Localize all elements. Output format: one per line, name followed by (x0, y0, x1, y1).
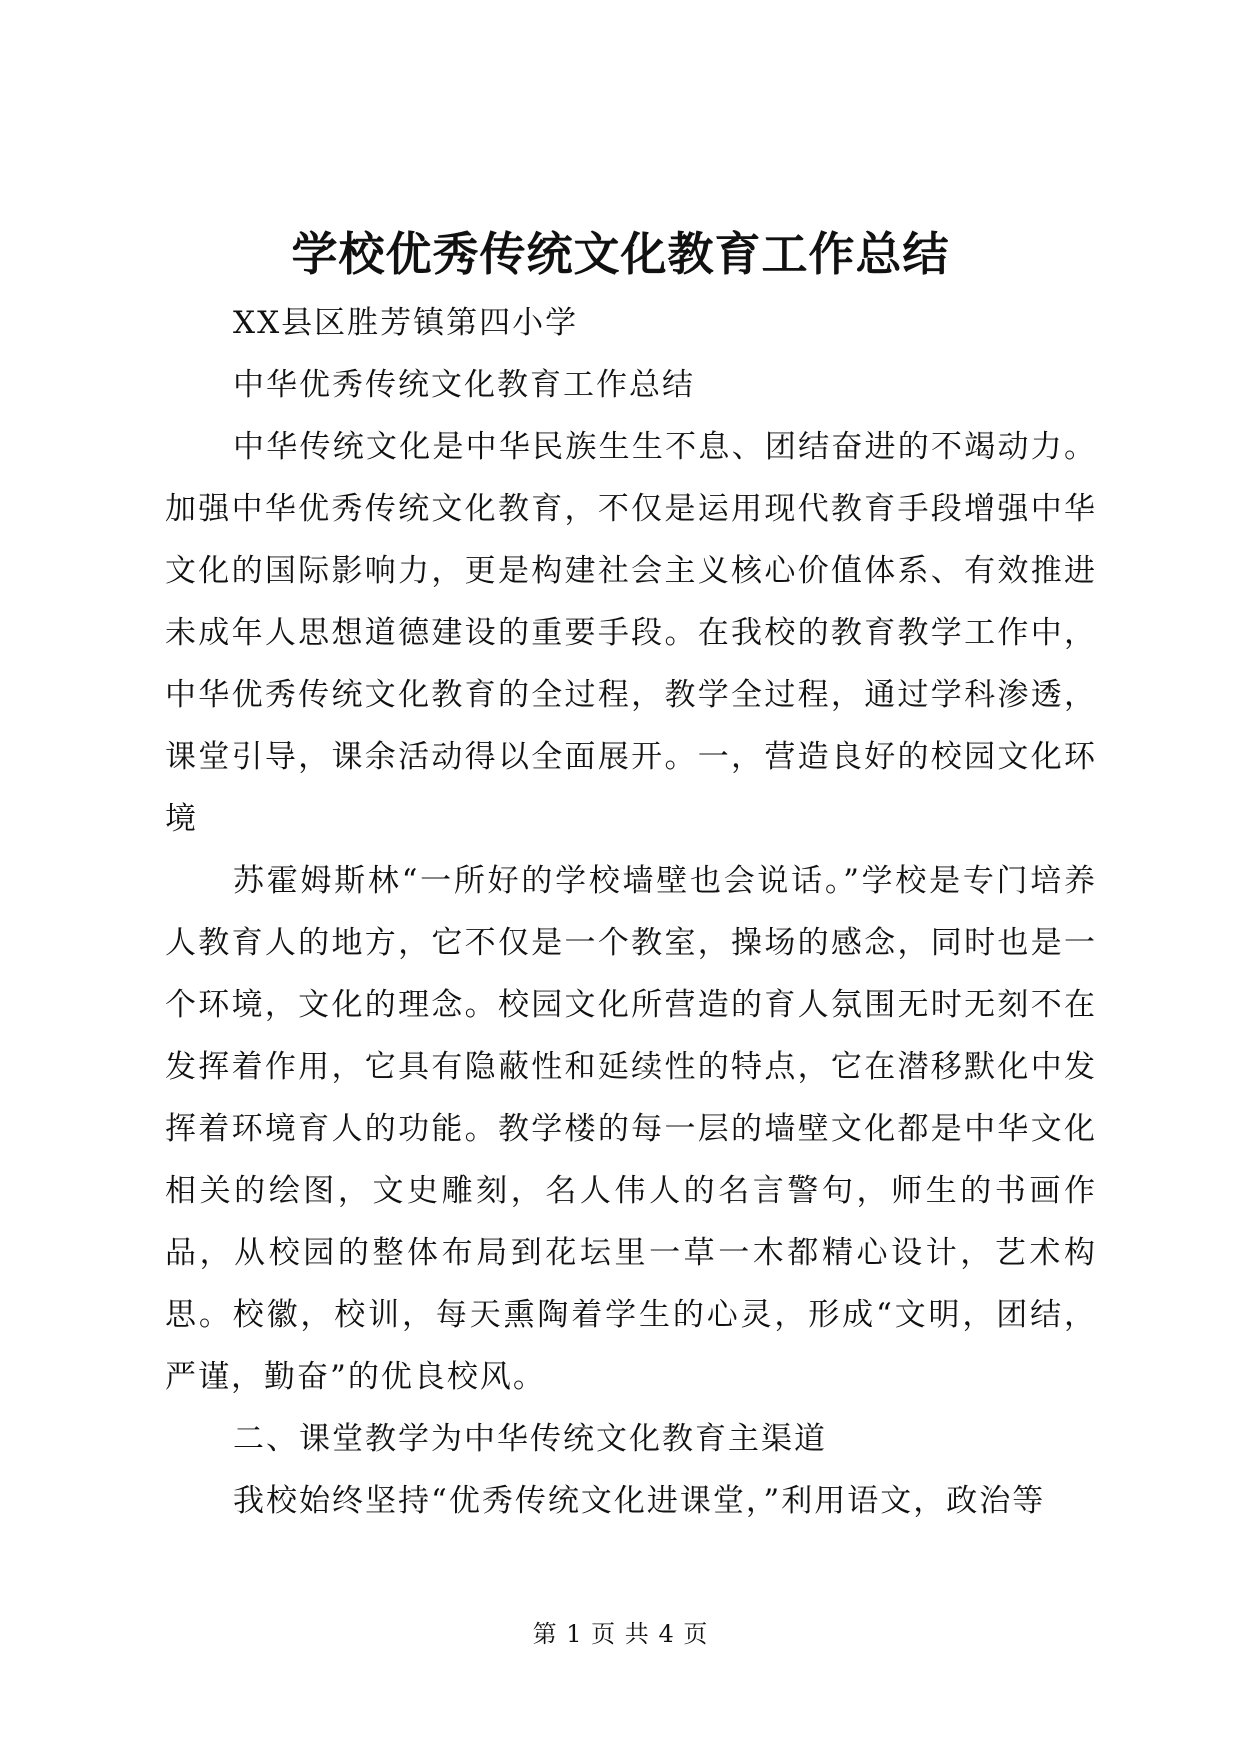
section-two-heading: 二、课堂教学为中华传统文化教育主渠道 (233, 1421, 827, 1457)
document-body (165, 292, 1097, 1532)
subtitle-paragraph: 中华优秀传统文化教育工作总结 (233, 367, 695, 403)
intro-paragraph: 中华传统文化是中华民族生生不息、团结奋进的不竭动力。加强中华优秀传统文化教育，不仅是运用现代教育手段增强中华文化的国际影响力，更是构建社会主义核心价值体系、有效推进未成年人思想道德建设的重要手段。在我校的教育教学工作中，中华优秀传统文化教育的全过程，教学全过程，通过学科渗透，课堂引导，课余活动得以全面展开。一，营造良好的校园文化环境 (165, 429, 1097, 837)
school-name-paragraph: XX县区胜芳镇第四小学 (233, 305, 579, 341)
classroom-paragraph: 我校始终坚持“优秀传统文化进课堂，”利用语文，政治等 (233, 1483, 1046, 1519)
campus-culture-paragraph: 苏霍姆斯林“一所好的学校墙壁也会说话。”学校是专门培养人教育人的地方，它不仅是一个教室，操场的感念，同时也是一个环境，文化的理念。校园文化所营造的育人氛围无时无刻不在发挥着作用，它具有隐蔽性和延续性的特点，它在潜移默化中发挥着环境育人的功能。教学楼的每一层的墙壁文化都是中华文化相关的绘图，文史雕刻，名人伟人的名言警句，师生的书画作品，从校园的整体布局到花坛里一草一木都精心设计，艺术构思。校徽，校训，每天熏陶着学生的心灵，形成“文明，团结，严谨，勤奋”的优良校风。 (165, 863, 1097, 1395)
document-title: 学校优秀传统文化教育工作总结 (291, 227, 950, 281)
page-footer: 第 1 页 共 4 页 (532, 1620, 709, 1648)
